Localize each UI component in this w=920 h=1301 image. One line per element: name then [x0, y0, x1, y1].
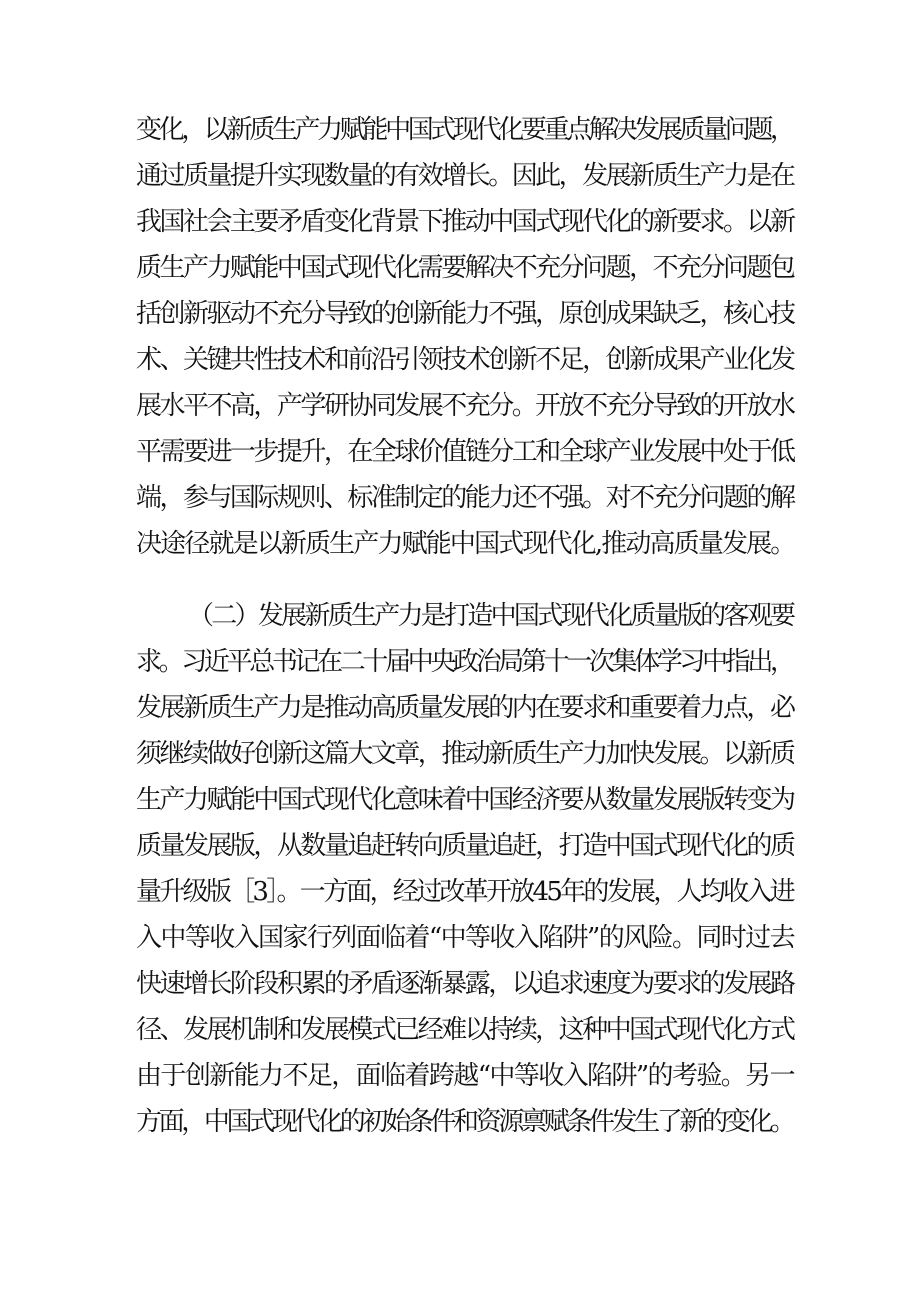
paragraph-1-line: 括创新驱动不充分导致的创新能力不强，原创成果缺乏，核心技 — [136, 299, 794, 329]
paragraph-1-line: 通过质量提升实现数量的有效增长。因此，发展新质生产力是在 — [136, 161, 794, 191]
paragraph-1-line: 变化，以新质生产力赋能中国式现代化要重点解决发展质量问题， — [136, 115, 793, 145]
paragraph-2-line: 入中等收入国家行列面临着“中等收入陷阱”的风险。同时过去 — [136, 923, 794, 953]
paragraph-2-line: 须继续做好创新这篇大文章，推动新质生产力加快发展。以新质 — [136, 739, 794, 769]
paragraph-1-line: 平需要进一步提升，在全球价值链分工和全球产业发展中处于低 — [136, 437, 794, 467]
paragraph-2-line: 求。习近平总书记在二十届中央政治局第十一次集体学习中指出， — [136, 647, 793, 677]
paragraph-2-line: 方面，中国式现代化的初始条件和资源禀赋条件发生了新的变化。 — [136, 1107, 793, 1137]
paragraph-1-line: 我国社会主要矛盾变化背景下推动中国式现代化的新要求。以新 — [136, 207, 794, 237]
paragraph-2-line: 径、发展机制和发展模式已经难以持续，这种中国式现代化方式 — [136, 1015, 794, 1045]
paragraph-2-line: （二）发展新质生产力是打造中国式现代化质量版的客观要 — [188, 601, 794, 631]
paragraph-1-line: 质生产力赋能中国式现代化需要解决不充分问题，不充分问题包 — [136, 253, 794, 283]
paragraph-2-line: 由于创新能力不足，面临着跨越“中等收入陷阱”的考验。另一 — [136, 1061, 794, 1091]
paragraph-1-line: 术、关键共性技术和前沿引领技术创新不足，创新成果产业化发 — [136, 345, 794, 375]
paragraph-2-line: 快速增长阶段积累的矛盾逐渐暴露，以追求速度为要求的发展路 — [136, 969, 794, 999]
paragraph-2-line: 生产力赋能中国式现代化意味着中国经济要从数量发展版转变为 — [136, 785, 794, 815]
paragraph-2-line: 量升级版［3］。一方面，经过改革开放45年的发展，人均收入进 — [136, 877, 793, 907]
paragraph-2-line: 发展新质生产力是推动高质量发展的内在要求和重要着力点，必 — [136, 693, 794, 723]
paragraph-1-line: 决途径就是以新质生产力赋能中国式现代化,推动高质量发展。 — [136, 529, 795, 559]
paragraph-1-line: 展水平不高，产学研协同发展不充分。开放不充分导致的开放水 — [136, 391, 794, 421]
paragraph-2-line: 质量发展版，从数量追赶转向质量追赶，打造中国式现代化的质 — [136, 831, 794, 861]
paragraph-1-line: 端，参与国际规则、标准制定的能力还不强。对不充分问题的解 — [136, 483, 794, 513]
